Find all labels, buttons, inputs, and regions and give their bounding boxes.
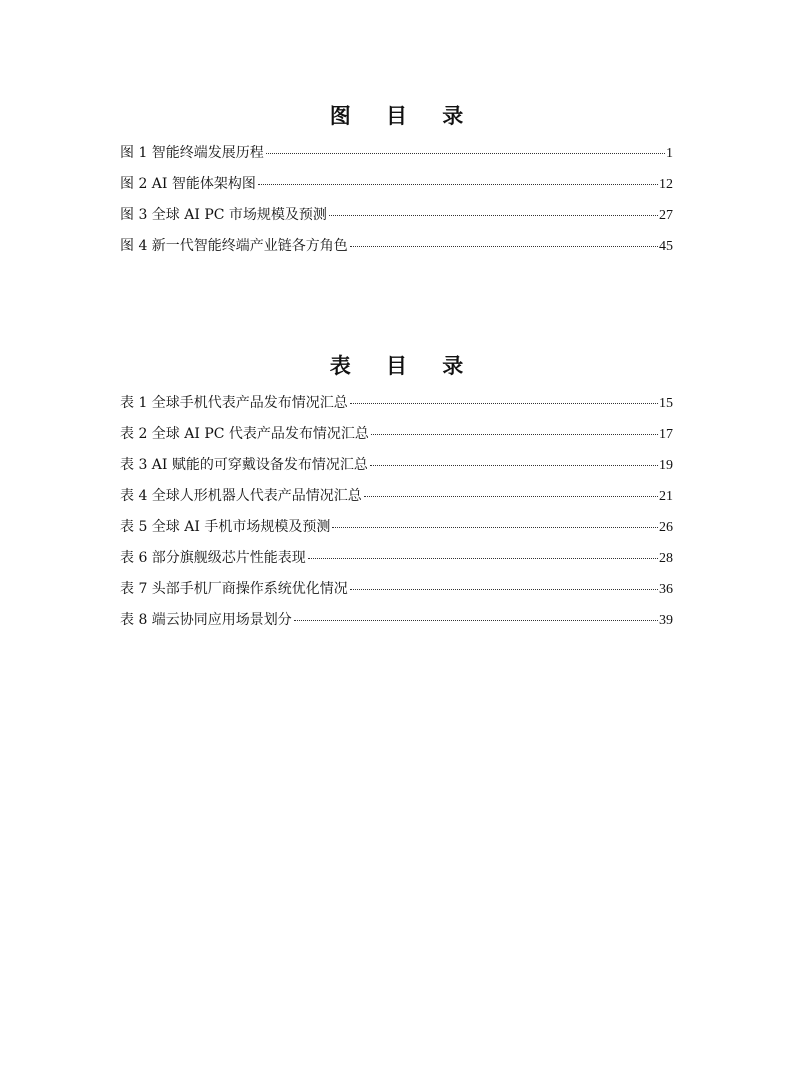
entry-title: 图 4 新一代智能终端产业链各方角色	[120, 238, 348, 254]
figure-entry-3[interactable]	[120, 204, 673, 235]
entry-title: 表 1 全球手机代表产品发布情况汇总	[120, 395, 348, 411]
dot-leader	[332, 526, 658, 528]
entry-title: 图 1 智能终端发展历程	[120, 145, 264, 161]
entry-page-number: 26	[659, 520, 673, 535]
table-entry-2[interactable]	[120, 423, 673, 454]
table-entry-8[interactable]	[120, 609, 673, 640]
entry-title: 图 2 AI 智能体架构图	[120, 176, 256, 192]
table-entry-5[interactable]	[120, 516, 673, 547]
figure-list	[120, 142, 673, 266]
figure-entry-4[interactable]	[120, 235, 673, 266]
dot-leader	[350, 588, 658, 590]
entry-page-number: 27	[659, 208, 673, 223]
entry-title: 表 3 AI 赋能的可穿戴设备发布情况汇总	[120, 457, 368, 473]
entry-page-number: 12	[659, 177, 673, 192]
dot-leader	[266, 152, 665, 154]
table-entry-6[interactable]	[120, 547, 673, 578]
table-list-heading: 表 目 录	[329, 354, 478, 378]
dot-leader	[308, 557, 658, 559]
figure-list-heading: 图 目 录	[329, 104, 478, 128]
entry-page-number: 36	[659, 582, 673, 597]
entry-page-number: 39	[659, 613, 673, 628]
table-entry-3[interactable]	[120, 454, 673, 485]
entry-page-number: 17	[659, 427, 673, 442]
entry-title: 表 5 全球 AI 手机市场规模及预测	[120, 519, 331, 535]
entry-page-number: 1	[666, 146, 673, 161]
dot-leader	[364, 495, 658, 497]
figure-entry-2[interactable]	[120, 173, 673, 204]
dot-leader	[329, 214, 658, 216]
table-entry-1[interactable]	[120, 392, 673, 423]
entry-page-number: 19	[659, 458, 673, 473]
entry-page-number: 21	[659, 489, 673, 504]
dot-leader	[371, 433, 658, 435]
entry-page-number: 15	[659, 396, 673, 411]
entry-title: 表 4 全球人形机器人代表产品情况汇总	[120, 488, 362, 504]
entry-title: 表 6 部分旗舰级芯片性能表现	[120, 550, 306, 566]
dot-leader	[350, 402, 658, 404]
figure-entry-1[interactable]	[120, 142, 673, 173]
entry-title: 表 7 头部手机厂商操作系统优化情况	[120, 581, 348, 597]
table-list	[120, 392, 673, 640]
entry-title: 图 3 全球 AI PC 市场规模及预测	[120, 207, 327, 223]
dot-leader	[258, 183, 658, 185]
table-entry-4[interactable]	[120, 485, 673, 516]
entry-page-number: 28	[659, 551, 673, 566]
entry-page-number: 45	[659, 239, 673, 254]
entry-title: 表 2 全球 AI PC 代表产品发布情况汇总	[120, 426, 369, 442]
entry-title: 表 8 端云协同应用场景划分	[120, 612, 292, 628]
table-entry-7[interactable]	[120, 578, 673, 609]
dot-leader	[350, 245, 658, 247]
dot-leader	[294, 619, 658, 621]
dot-leader	[370, 464, 658, 466]
